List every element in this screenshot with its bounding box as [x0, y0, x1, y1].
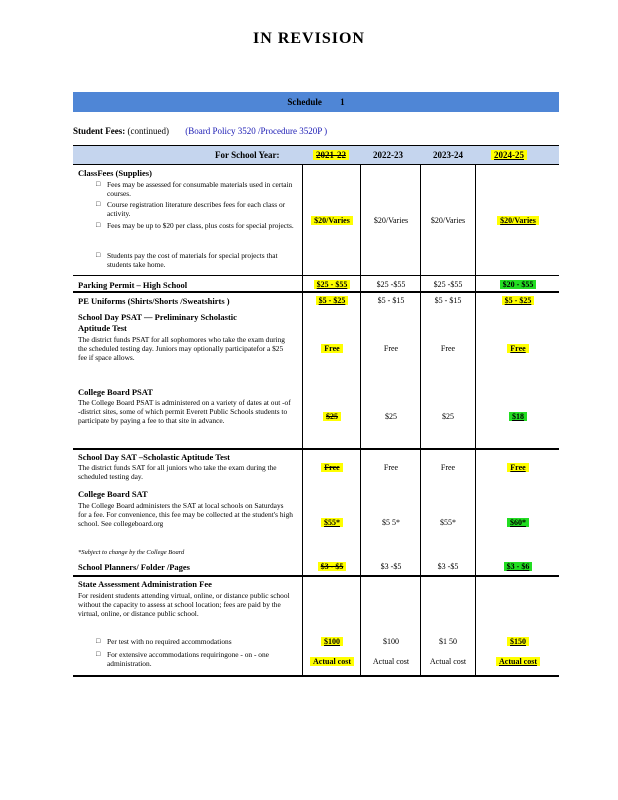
state-test-2021-22: $100 — [304, 637, 360, 646]
row-title-parking: Parking Permit – High School — [78, 280, 188, 290]
fees-continued: (continued) — [127, 126, 169, 136]
class-fees-2021-22: $20/Varies — [304, 216, 360, 225]
sat-day-2023-24: Free — [440, 463, 456, 472]
pe-2023-24: $5 - $15 — [434, 296, 462, 305]
row-title-sat-day: School Day SAT –Scholastic Aptitude Test — [78, 452, 231, 462]
schedule-number: 1 — [340, 97, 345, 107]
fees-prefix: Student Fees: — [73, 126, 126, 136]
state-accommodation-2021-22: Actual cost — [304, 657, 360, 666]
class-fees-bullet: □ Course registration literature describes fees for each class or activity. — [96, 200, 286, 219]
row-divider — [73, 291, 559, 293]
planners-2023-24: $3 -$5 — [437, 562, 459, 571]
class-fees-bullet: □ Students pay the cost of materials for special projects that students take home. — [96, 251, 278, 270]
psat-day-2021-22: Free — [304, 344, 360, 353]
cb-sat-2024-25: $60* — [477, 518, 559, 527]
schedule-bar — [73, 92, 559, 112]
state-test-2024-25: $150 — [477, 637, 559, 646]
psat-day-2023-24: Free — [440, 344, 456, 353]
sat-day-2024-25: Free — [477, 463, 559, 472]
pe-2024-25: $5 - $25 — [477, 296, 559, 305]
planners-2024-25: $3 - $6 — [477, 562, 559, 571]
row-divider — [73, 275, 559, 276]
parking-2021-22: $25 - $55 — [304, 280, 360, 289]
column-divider — [360, 164, 361, 675]
row-title-cb-sat: College Board SAT — [78, 489, 148, 499]
state-accommodation-2023-24: Actual cost — [429, 657, 467, 666]
header-year-2021-22: 2021-22 — [313, 150, 349, 160]
class-fees-2022-23: $20/Varies — [373, 216, 409, 225]
row-title-psat-day-2: Aptitude Test — [78, 323, 127, 333]
state-assessment-description: For resident students attending virtual, online, or distance public school without the capacity to assess at school location; fees are paid by the virtual, online, or distance public school. — [78, 591, 290, 619]
class-fees-2024-25: $20/Varies — [477, 216, 559, 225]
header-label: For School Year: — [215, 150, 280, 160]
square-bullet-icon: □ — [96, 650, 101, 658]
cb-sat-2022-23: $5 5* — [382, 518, 400, 527]
state-test-2022-23: $100 — [383, 637, 399, 646]
cb-psat-2022-23: $25 — [385, 412, 397, 421]
square-bullet-icon: □ — [96, 200, 101, 208]
sat-day-2022-23: Free — [383, 463, 399, 472]
state-accommodation-2022-23: Actual cost — [372, 657, 410, 666]
state-accommodation-2024-25: Actual cost — [477, 657, 559, 666]
row-title-class-fees: ClassFees (Supplies) — [78, 168, 152, 178]
header-year-2022-23: 2022-23 — [373, 150, 403, 160]
state-test-2023-24: $1 50 — [439, 637, 457, 646]
table-bottom-border — [73, 675, 559, 677]
cb-psat-2021-22: $25 — [304, 412, 360, 421]
cb-psat-2024-25: $18 — [477, 412, 559, 421]
cb-psat-description: The College Board PSAT is administered on a variety of dates at out -of -district sites, some of which permit Everett Public Schools students to participate by paying a fee to that site in advance. — [78, 398, 291, 426]
psat-day-2024-25: Free — [477, 344, 559, 353]
planners-2022-23: $3 -$5 — [380, 562, 402, 571]
square-bullet-icon: □ — [96, 221, 101, 229]
psat-day-description: The district funds PSAT for all sophomores who take the exam during the scheduled testing day. Juniors may optionally participatefor a $25 fee if space allows. — [78, 335, 285, 363]
table-header — [73, 146, 559, 164]
cb-sat-2023-24: $55* — [440, 518, 456, 527]
sat-day-2021-22: Free — [304, 463, 360, 472]
policy-reference: (Board Policy 3520 /Procedure 3520P ) — [185, 126, 328, 136]
table-header-border — [73, 164, 559, 165]
row-divider — [73, 575, 559, 577]
psat-day-2022-23: Free — [383, 344, 399, 353]
class-fees-bullet: □ Fees may be up to $20 per class, plus costs for special projects. — [96, 221, 294, 230]
cb-psat-2023-24: $25 — [442, 412, 454, 421]
row-title-planners: School Planners/ Folder /Pages — [78, 562, 190, 572]
class-fees-2023-24: $20/Varies — [430, 216, 466, 225]
column-divider — [302, 164, 303, 675]
header-year-2023-24: 2023-24 — [433, 150, 463, 160]
row-title-pe-uniforms: PE Uniforms (Shirts/Shorts /Sweatshirts ) — [78, 296, 230, 306]
planners-2021-22: $3 - $5 — [304, 562, 360, 571]
square-bullet-icon: □ — [96, 637, 101, 645]
row-title-state-assessment: State Assessment Administration Fee — [78, 579, 212, 589]
pe-2021-22: $5 - $25 — [304, 296, 360, 305]
parking-2024-25: $20 - $55 — [477, 280, 559, 289]
cb-sat-note: *Subject to change by the College Board — [78, 549, 185, 556]
state-assessment-bullet: □ For extensive accommodations requiringone - on - one administration. — [96, 650, 269, 669]
pe-2022-23: $5 - $15 — [377, 296, 405, 305]
table-top-border — [73, 145, 559, 146]
header-year-2024-25: 2024-25 — [491, 150, 527, 160]
square-bullet-icon: □ — [96, 251, 101, 259]
state-assessment-bullet: □ Per test with no required accommodations — [96, 637, 232, 646]
row-divider — [73, 448, 559, 450]
page-title: IN REVISION — [253, 30, 365, 47]
square-bullet-icon: □ — [96, 180, 101, 188]
sat-day-description: The district funds SAT for all juniors who take the exam during the scheduled testing day. — [78, 463, 277, 482]
column-divider — [475, 164, 476, 675]
schedule-label: Schedule — [287, 97, 322, 107]
cb-sat-2021-22: $55* — [304, 518, 360, 527]
class-fees-bullet: □ Fees may be assessed for consumable materials used in certain courses. — [96, 180, 293, 199]
row-title-psat-day: School Day PSAT — Preliminary Scholastic — [78, 312, 237, 322]
cb-sat-description: The College Board administers the SAT at local schools on Saturdays for a fee. For convenience, this fee may be collected at the student's high school. See collegeboard.org — [78, 501, 293, 529]
parking-2023-24: $25 -$55 — [433, 280, 463, 289]
parking-2022-23: $25 -$55 — [376, 280, 406, 289]
fees-heading — [73, 126, 327, 136]
row-title-cb-psat: College Board PSAT — [78, 387, 153, 397]
